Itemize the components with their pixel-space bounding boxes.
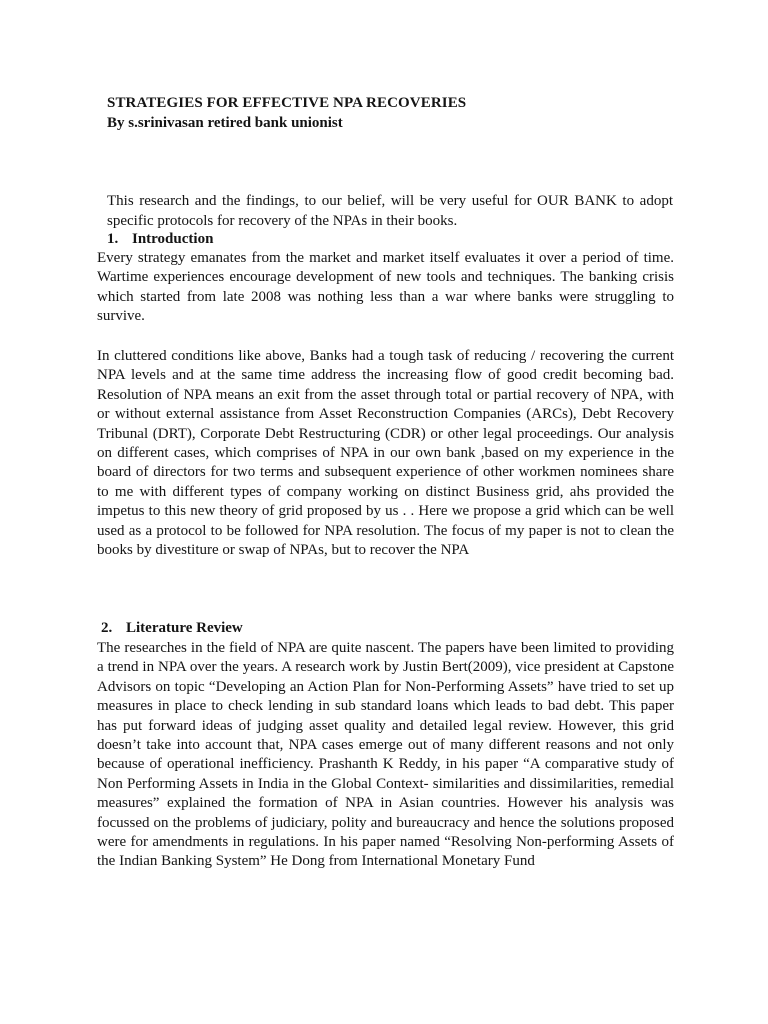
section-heading-literature-review	[101, 619, 243, 639]
introduction-paragraph-1: Every strategy emanates from the market and market itself evaluates it over a period of time. Wartime experiences encourage development of new tools and techniques. The banking crisis which started from late 2008 was nothing less than a war where banks were struggling to survive.	[97, 250, 674, 325]
section-number: 1.	[107, 231, 119, 247]
section-heading-text: Literature Review	[126, 620, 243, 636]
introduction-paragraph-2: In cluttered conditions like above, Banks had a tough task of reducing / recovering the current NPA levels and at the same time address the increasing flow of good credit becoming bad. Resolution of NPA means an exit from the asset through total or partial recovery of NPA, with or without external assistance from Asset Reconstruction Companies (ARCs), Debt Recovery Tribunal (DRT), Corporate Debt Restructuring (CDR) or other legal proceedings. Our analysis on different cases, which comprises of NPA in our own bank ,based on my experience in the board of directors for two terms and subsequent experience of other workmen nominees share to me with different types of company working on distinct Business grid, ahs provided the impetus to this new theory of grid proposed by us . . Here we propose a grid which can be well used as a protocol to be followed for NPA resolution. The focus of my paper is not to clean the books by divestiture or swap of NPAs, but to recover the NPA	[97, 348, 674, 559]
section-heading-introduction	[107, 230, 213, 250]
document-title: STRATEGIES FOR EFFECTIVE NPA RECOVERIES	[107, 95, 467, 111]
intro-paragraph: This research and the findings, to our belief, will be very useful for OUR BANK to adopt specific protocols for recovery of the NPAs in their books.	[107, 193, 673, 229]
section-heading-text: Introduction	[132, 231, 214, 247]
literature-review-paragraph-1: The researches in the field of NPA are quite nascent. The papers have been limited to providing a trend in NPA over the years. A research work by Justin Bert(2009), vice president at Capstone Advisors on topic “Developing an Action Plan for Non-Performing Assets” have tried to set up measures in place to check lending in sub standard loans which leads to bad debt. This paper has put forward ideas of judging asset quality and detailed legal review. However, this grid doesn’t take into account that, NPA cases emerge out of many different reasons and not only because of operational inefficiency. Prashanth K Reddy, in his paper “A comparative study of Non Performing Assets in India in the Global Context- similarities and dissimilarities, remedial measures” explained the formation of NPA in Asian countries. However his analysis was focussed on the problems of judiciary, polity and bureaucracy and hence the solutions proposed were for amendments in regulations. In his paper named “Resolving Non-performing Assets of the Indian Banking System” He Dong from International Monetary Fund	[97, 640, 674, 870]
document-byline: By s.srinivasan retired bank unionist	[107, 115, 343, 131]
section-number: 2.	[101, 620, 113, 636]
